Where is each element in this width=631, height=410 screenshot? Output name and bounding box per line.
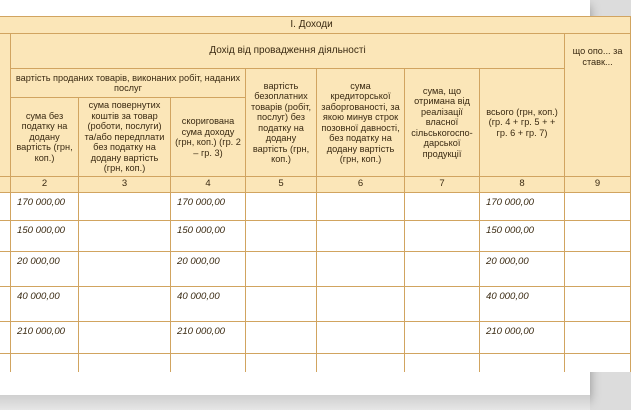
cell-c5: [246, 287, 317, 322]
page-shadow-strip: [0, 395, 590, 410]
cell-c8: 40 000,00: [480, 287, 565, 322]
column-number: 3: [79, 177, 171, 193]
cell-c5: [246, 252, 317, 287]
col-header-7: сума, що отримана від реалізації власної сільськогосподарської продукції: [405, 69, 480, 177]
row-stub: [0, 221, 11, 252]
group-right-title: що опо... за ставк...: [565, 34, 631, 177]
cell-c2: 40 000,00: [11, 287, 79, 322]
row-stub: [0, 322, 11, 354]
column-number-stub: [0, 177, 11, 193]
cell-c8: 150 000,00: [480, 221, 565, 252]
cell-empty: [79, 354, 171, 373]
subgroup-title: вартість проданих товарів, виконаних робіт, наданих послуг: [11, 69, 246, 98]
cell-c3: [79, 287, 171, 322]
cell-c3: [79, 193, 171, 221]
cell-c6: [317, 322, 405, 354]
cell-c8: 20 000,00: [480, 252, 565, 287]
cell-empty: [405, 354, 480, 373]
header-row-subgroup: [0, 69, 631, 98]
section-title: I. Доходи: [0, 17, 631, 34]
cell-c9: [565, 221, 631, 252]
table-row: [0, 252, 631, 287]
cell-c4: 210 000,00: [171, 322, 246, 354]
col-header-6: сума кредиторської заборгованості, за якою минув строк позовної давності, без податку на додану вартість (грн, коп.): [317, 69, 405, 177]
cell-c4: 20 000,00: [171, 252, 246, 287]
group-title: Дохід від провадження діяльності: [11, 34, 565, 69]
table-row-partial: [0, 354, 631, 373]
cell-empty: [565, 354, 631, 373]
cell-c7: [405, 287, 480, 322]
cell-c3: [79, 221, 171, 252]
column-number: 4: [171, 177, 246, 193]
cell-c9: [565, 287, 631, 322]
cell-c6: [317, 221, 405, 252]
col-header-2: сума без податку на додану вартість (грн, коп.): [11, 98, 79, 177]
row-stub: [0, 354, 11, 373]
col-header-8: всього (грн, коп.) (гр. 4 + гр. 5 + + гр. 6 + гр. 7): [480, 69, 565, 177]
cell-c5: [246, 221, 317, 252]
cell-empty: [246, 354, 317, 373]
cell-c4: 170 000,00: [171, 193, 246, 221]
col-header-5: вартість безоплатних товарів (робіт, послуг) без податку на додану вартість (грн, коп.): [246, 69, 317, 177]
income-table: [0, 16, 631, 372]
row-stub: [0, 287, 11, 322]
cell-c6: [317, 252, 405, 287]
cell-c7: [405, 221, 480, 252]
column-number: 9: [565, 177, 631, 193]
cell-c2: 20 000,00: [11, 252, 79, 287]
cell-c7: [405, 252, 480, 287]
header-row-section: [0, 17, 631, 34]
cell-c6: [317, 287, 405, 322]
column-number: 8: [480, 177, 565, 193]
column-number: 7: [405, 177, 480, 193]
cell-c2: 170 000,00: [11, 193, 79, 221]
cell-c9: [565, 193, 631, 221]
table-row: [0, 221, 631, 252]
column-number-row: [0, 177, 631, 193]
cell-c7: [405, 193, 480, 221]
row-stub: [0, 193, 11, 221]
cell-c9: [565, 252, 631, 287]
table-row: [0, 287, 631, 322]
cell-c7: [405, 322, 480, 354]
cell-c6: [317, 193, 405, 221]
table-row: [0, 322, 631, 354]
cell-empty: [317, 354, 405, 373]
cell-empty: [480, 354, 565, 373]
cell-c5: [246, 322, 317, 354]
cell-c8: 170 000,00: [480, 193, 565, 221]
column-number: 6: [317, 177, 405, 193]
cell-empty: [171, 354, 246, 373]
cell-c3: [79, 322, 171, 354]
cell-empty: [11, 354, 79, 373]
cell-c2: 210 000,00: [11, 322, 79, 354]
cell-c3: [79, 252, 171, 287]
cell-c5: [246, 193, 317, 221]
cell-c4: 40 000,00: [171, 287, 246, 322]
column-number: 2: [11, 177, 79, 193]
cell-c8: 210 000,00: [480, 322, 565, 354]
cell-c9: [565, 322, 631, 354]
table-row: [0, 193, 631, 221]
row-stub-header: [0, 34, 11, 177]
header-row-group: [0, 34, 631, 69]
cell-c4: 150 000,00: [171, 221, 246, 252]
cell-c2: 150 000,00: [11, 221, 79, 252]
col-header-3: сума повернутих коштів за товар (роботи, послуги) та/або передплати без податку на додану вартість (грн, коп.): [79, 98, 171, 177]
column-number: 5: [246, 177, 317, 193]
row-stub: [0, 252, 11, 287]
col-header-4: скоригована сума доходу (грн, коп.) (гр. 2 – гр. 3): [171, 98, 246, 177]
